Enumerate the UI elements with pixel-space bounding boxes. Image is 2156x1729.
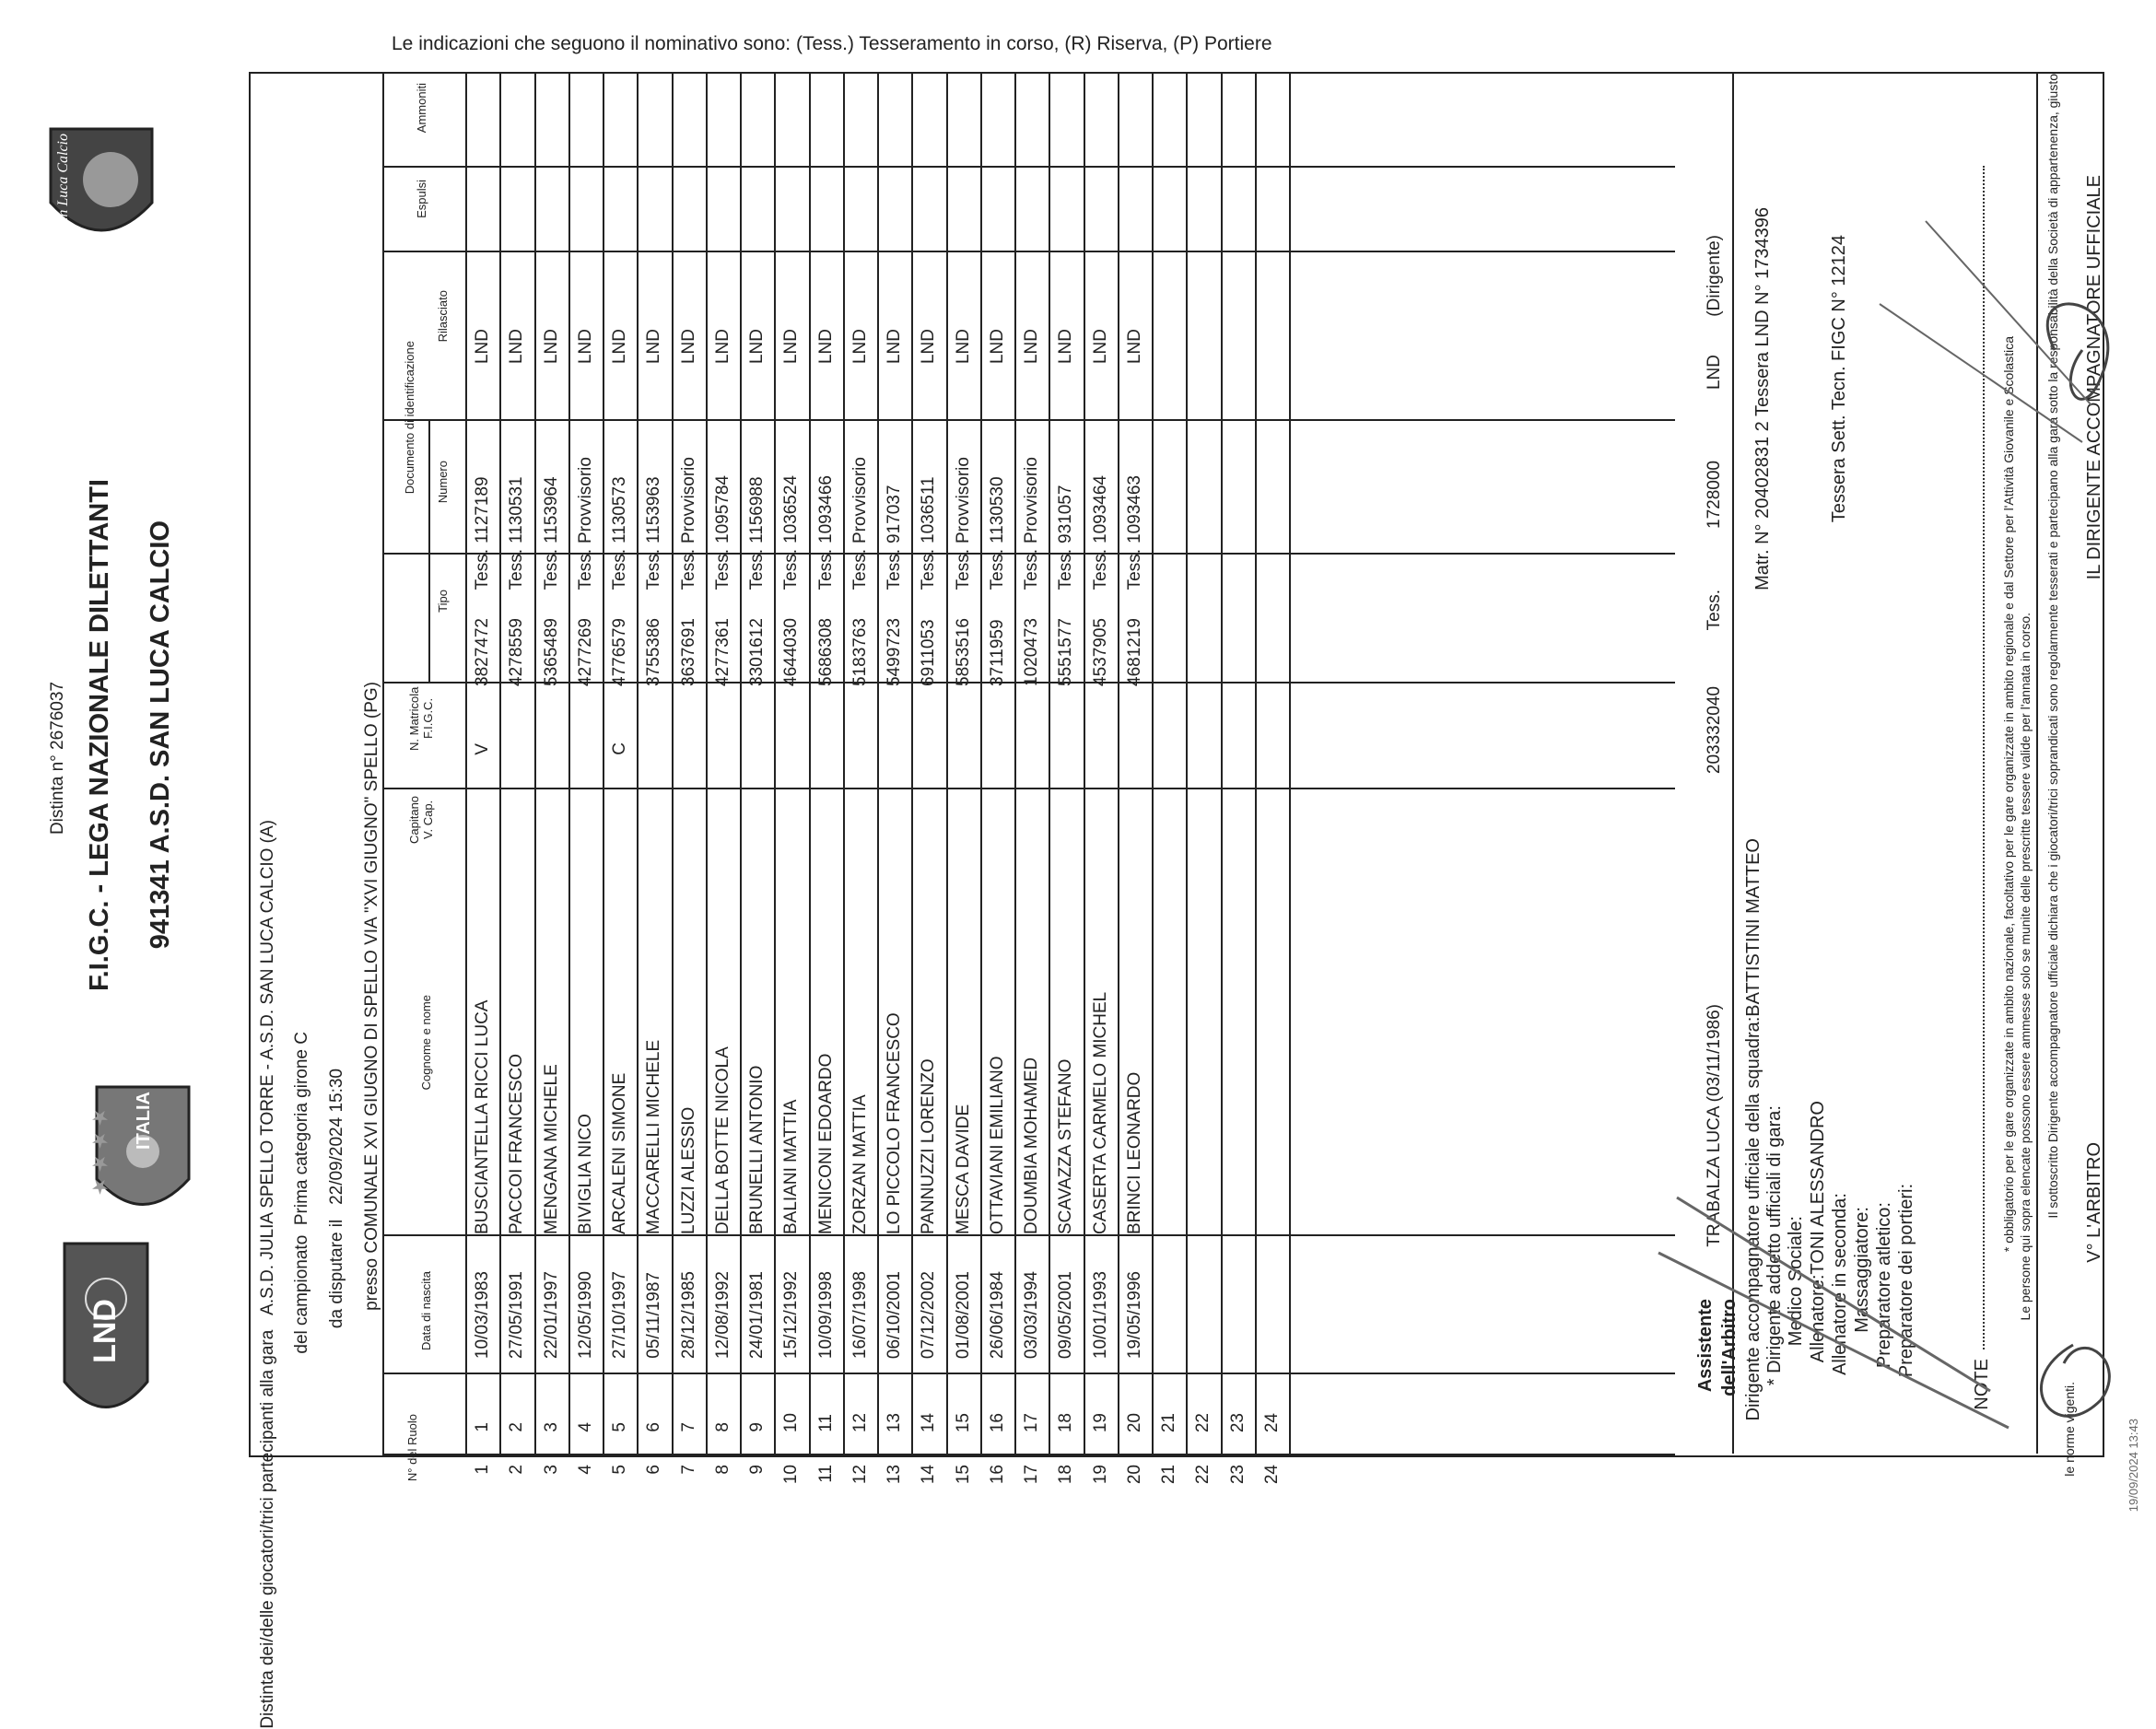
row-border <box>1186 72 1188 1454</box>
row-dob: 10/09/1998 <box>816 1270 836 1359</box>
col-header-nascita: Data di nascita <box>419 1271 433 1350</box>
row-captain: V <box>473 743 492 755</box>
row-number: 1 <box>473 1422 492 1432</box>
col-header-tipo: Tipo <box>436 590 450 613</box>
column-border <box>382 251 1675 252</box>
col-header-capitano: Capitano V. Cap. <box>407 795 435 845</box>
row-number: 24 <box>1262 1412 1282 1432</box>
row-dob: 12/05/1990 <box>576 1270 595 1359</box>
row-number: 11 <box>816 1414 836 1432</box>
staff-allenatore2: Allenatore in seconda: <box>1830 1193 1850 1375</box>
club-title: 941341 A.S.D. SAN LUCA CALCIO <box>146 520 175 950</box>
assistente-matricola: 203332040 <box>1705 686 1724 775</box>
row-number: 7 <box>679 1422 698 1432</box>
row-number: 17 <box>1022 1412 1041 1432</box>
row-rilasciato: LND <box>1091 328 1110 364</box>
row-dob: 07/12/2002 <box>919 1270 938 1359</box>
margin-number: 2 <box>507 1465 526 1475</box>
row-tipo: Tess. <box>679 548 698 590</box>
col-header-numero: Numero <box>436 461 450 504</box>
row-border <box>946 72 948 1454</box>
row-dob: 15/12/1992 <box>781 1270 801 1359</box>
row-dob: 24/01/1981 <box>747 1270 767 1359</box>
row-tipo: Tess. <box>1091 548 1110 590</box>
row-tipo: Tess. <box>473 548 492 590</box>
staff-allenatore: Allenatore:TONI ALESSANDRO <box>1808 1101 1828 1363</box>
assistente-role: (Dirigente) <box>1705 235 1724 317</box>
margin-number: 14 <box>919 1465 938 1485</box>
row-tipo: Tess. <box>1022 548 1041 590</box>
distinta-sheet: Le indicazioni che seguono il nominativo sono: (Tess.) Tesseramento in corso, (R) Riserva, (P) Portiere Distinta n° 2676037 F.I.G.C. - LEGA NAZIONALE DILETTANTI 941341 A.S.D. SAN LUCA CALCIO LND ITALIA ★★★★ San Luca Calcio Distinta dei/delle giocatori/trici partecipanti alla gara A.S.D. JULIA SPELLO TORRE - A.S.D. SAN LUCA CALCIO (A) del campionato Prima categoria girone C da disputare il 22/09/2024 15:30 presso COMUNALE XVI GIUGNO DI SPELLO VIA "XVI GIUGNO" SPELLO (PG) N° del Ruolo Data di nascita Cognome e nome Capitano V. Cap. N. Matricola F.I.G.C. Documento di identificazione Tipo Numero Rilasciato Espulsi Ammoniti 1 10/03/1983 BUSCIANTELLA RICCI LUCA V 3827472 Tess. 1127189 LND 2 27/05/1991 PACCOI FRANCESCO 4278559 Tess. 1130531 LND 3 22/01/1997 MENGANA MICHELE 5365489 Tess. 1153964 LND 4 12/05/1990 BIVIGLIA NICO 4277269 Tess. Provvisorio LND 5 27/10/1997 ARCALENI SIMONE C 4776579 Tess. 1130573 LND 6 05/11/1987 MACCARELLI MICHELE 3755386 Tess. 1153963 LND 7 28/12/1985 LUZZI ALESSIO 3637691 Tess. Provvisorio LND 8 12/08/1992 DELLA BOTTE NICOLA 4277361 Tess. 1095784 LND 9 24/01/1981 BRUNELLI ANTONIO 3301612 Tess. 1156988 LND 10 15/12/1992 BALIANI MATTIA 4644030 Tess. 1036524 LND 11 10/09/1998 MENICONI EDOARDO 5686308 Tess. 1093466 LND 12 16/07/1998 ZORZAN MATTIA 5183763 Tess. Provvisorio LND 13 06/10/2001 LO PICCOLO FRANCESCO 5499723 Tess. 917037 LND 14 07/12/2002 PANNUZZI LORENZO 6911053 Tess. 1036511 LND 15 01/08/2001 MESCA DAVIDE 5853516 Tess. Provvisorio LND 16 26/06/1984 OTTAVIANI EMILIANO 3711959 Tess. 1130530 LND 17 03/03/1994 DOUMBIA MOHAMED 1020473 Tess. Provvisorio LND 18 09/05/2001 SCAVAZZA STEFANO 5551577 Tess. 931057 LND 19 10/01/1993 CASERTA CARMELO MICHEL 4537905 Tess. 1093464 LND 20 19/05/1996 BRINCI LEONARDO 4681219 Tess. 1093463 LND 21 22 23 24 1 2 3 4 5 6 7 8 9 10 11 12 13 14 15 16 17 18 19 20 21 22 23 24 Assistente dell'Arbitro TRABALZA LUCA (03/11/1986) 203332040 Tess. 1728000 LND (Dirigente) Dirigente accompagnatore ufficiale della squadra:BATTISTINI MATTEO Matr. N° 20402831 2 Tessera LND N° 1734396 * Dirigente addetto ufficiali di gara: Medico Sociale: Allenatore:TONI ALESSANDRO Tessera Sett. Tecn. FIGC N° 12124 Allenatore in seconda: Massaggiatore: Preparatore atletico: Preparatore dei portieri: NOTE * obbligatorio per le gare organizzate in ambito nazionale, facoltativo per le gare organizzate in ambito regionale e dal Settore per l'Attività Giovanile e Scolastica Le persone qui sopra elencate possono essere ammesse solo se munite delle prescritte tessere valide per l'annata in corso. Il sottoscritto Dirigente accompagnatore ufficiale dichiara che i giocatori/trici soprandicati sono regolarmente tesserati e partecipano alla gara sotto la responsabilità della Società di appartenenza, giusto le norme vigenti. V° L'ARBITRO IL DIRIGENTE ACCOMPAGNATORE UFFICIALE 19/09/2024 13:43 <box>0 0 2156 1524</box>
staff-dirigente-matr: Matr. N° 20402831 2 Tessera LND N° 1734396 <box>1752 207 1773 590</box>
san-luca-logo-text: San Luca Calcio <box>55 134 71 232</box>
margin-number: 15 <box>954 1465 973 1485</box>
column-border <box>382 166 1675 168</box>
row-rilasciato: LND <box>781 328 801 364</box>
signature-arbitro-label: V° L'ARBITRO <box>2084 1142 2104 1263</box>
row-number: 2 <box>507 1422 526 1432</box>
row-tipo: Tess. <box>507 548 526 590</box>
row-border <box>568 72 570 1454</box>
row-border <box>499 72 501 1454</box>
column-border <box>382 788 1675 789</box>
row-rilasciato: LND <box>473 328 492 364</box>
row-number: 21 <box>1159 1412 1178 1432</box>
row-number: 8 <box>713 1422 732 1432</box>
assistente-rilasciato: LND <box>1705 355 1724 391</box>
row-number: 14 <box>919 1412 938 1432</box>
row-rilasciato: LND <box>1056 328 1075 364</box>
row-border <box>774 72 776 1454</box>
italia-logo-text: ITALIA <box>134 1092 154 1150</box>
row-number: 18 <box>1056 1412 1075 1432</box>
row-rilasciato: LND <box>919 328 938 364</box>
note-dichiarazione-1: Il sottoscritto Dirigente accompagnatore ufficiale dichiara che i giocatori/trici soprandicati sono regolarmente tesserati e partecipano alla gara sotto la responsabilità della Società di appartenenza, giusto <box>2045 74 2060 1219</box>
column-border <box>382 1454 1675 1455</box>
row-dob: 10/01/1993 <box>1091 1270 1110 1359</box>
col-header-ammoniti: Ammoniti <box>415 83 428 134</box>
documento-subheader-border <box>428 419 430 682</box>
col-header-nome: Cognome e nome <box>419 995 433 1091</box>
staff-preparatore-portieri: Preparatore dei portieri: <box>1896 1184 1916 1378</box>
row-border <box>1014 72 1016 1454</box>
row-tipo: Tess. <box>885 548 904 590</box>
col-header-rilasciato: Rilasciato <box>436 290 450 343</box>
row-dob: 05/11/1987 <box>644 1272 663 1359</box>
row-rilasciato: LND <box>576 328 595 364</box>
row-border <box>465 72 467 1454</box>
margin-number: 8 <box>713 1465 732 1475</box>
row-rilasciato: LND <box>507 328 526 364</box>
row-tipo: Tess. <box>1125 548 1144 590</box>
row-number: 5 <box>610 1422 629 1432</box>
row-dob: 22/01/1997 <box>542 1270 561 1359</box>
row-border <box>1221 72 1223 1454</box>
margin-number: 18 <box>1056 1465 1075 1485</box>
margin-number: 19 <box>1091 1465 1110 1485</box>
row-dob: 10/03/1983 <box>473 1270 492 1359</box>
row-number: 13 <box>885 1412 904 1432</box>
assistente-numero: 1728000 <box>1705 461 1724 529</box>
row-dob: 12/08/1992 <box>713 1270 732 1359</box>
margin-number: 7 <box>679 1465 698 1475</box>
match-line-1: Distinta dei/delle giocatori/trici partecipanti alla gara A.S.D. JULIA SPELLO TORRE - A.S.D. SAN LUCA CALCIO (A) <box>258 820 277 1729</box>
row-rilasciato: LND <box>713 328 732 364</box>
row-border <box>534 72 536 1454</box>
margin-number: 16 <box>988 1465 1007 1485</box>
col-header-documento: Documento di identificazione <box>403 341 416 495</box>
stars-icon: ★★★★ <box>88 1105 111 1197</box>
row-rilasciato: LND <box>850 328 870 364</box>
row-tipo: Tess. <box>850 548 870 590</box>
column-border <box>382 1234 1675 1236</box>
row-number: 9 <box>747 1422 767 1432</box>
column-border <box>382 1373 1675 1374</box>
margin-number: 10 <box>781 1465 801 1485</box>
italia-logo <box>88 1078 198 1234</box>
staff-addetto: * Dirigente addetto ufficiali di gara: <box>1764 1105 1785 1386</box>
margin-number: 12 <box>850 1465 870 1485</box>
row-rilasciato: LND <box>885 328 904 364</box>
margin-number: 23 <box>1228 1465 1248 1485</box>
margin-number: 4 <box>576 1465 595 1475</box>
row-border <box>672 72 674 1454</box>
row-dob: 28/12/1985 <box>679 1270 698 1359</box>
org-title: F.I.G.C. - LEGA NAZIONALE DILETTANTI <box>85 479 114 991</box>
row-rilasciato: LND <box>816 328 836 364</box>
row-dob: 06/10/2001 <box>885 1270 904 1359</box>
print-timestamp: 19/09/2024 13:43 <box>2127 1419 2140 1513</box>
row-rilasciato: LND <box>747 328 767 364</box>
lnd-logo-text: LND <box>88 1299 123 1363</box>
row-border <box>809 72 811 1454</box>
col-header-espulsi: Espulsi <box>415 180 428 218</box>
row-number: 23 <box>1228 1412 1248 1432</box>
row-tipo: Tess. <box>1056 548 1075 590</box>
note-persone: Le persone qui sopra elencate possono essere ammesse solo se munite delle prescritte tessere valide per l'annata in corso. <box>2018 613 2033 1321</box>
row-border <box>980 72 982 1454</box>
match-line-2: del campionato Prima categoria girone C <box>292 1032 311 1354</box>
row-tipo: Tess. <box>610 548 629 590</box>
row-number: 6 <box>644 1422 663 1432</box>
row-tipo: Tess. <box>919 548 938 590</box>
col-header-ruolo: N° del Ruolo <box>405 1414 419 1482</box>
row-rilasciato: LND <box>1022 328 1041 364</box>
margin-number: 6 <box>644 1465 663 1475</box>
row-number: 3 <box>542 1422 561 1432</box>
signature-dirigente-label: IL DIRIGENTE ACCOMPAGNATORE UFFICIALE <box>2084 175 2104 580</box>
assistente-tipo: Tess. <box>1705 590 1724 631</box>
row-dob: 19/05/1996 <box>1125 1270 1144 1359</box>
margin-number: 1 <box>473 1465 492 1475</box>
staff-allenatore-tessera: Tessera Sett. Tecn. FIGC N° 12124 <box>1829 235 1849 523</box>
row-number: 20 <box>1125 1412 1144 1432</box>
staff-dirigente: Dirigente accompagnatore ufficiale della squadra:BATTISTINI MATTEO <box>1743 838 1763 1421</box>
margin-number: 5 <box>610 1465 629 1475</box>
staff-massaggiatore: Massaggiatore: <box>1852 1207 1872 1333</box>
row-tipo: Tess. <box>781 548 801 590</box>
row-dob: 01/08/2001 <box>954 1270 973 1359</box>
margin-number: 20 <box>1125 1465 1144 1485</box>
row-dob: 16/07/1998 <box>850 1270 870 1359</box>
lnd-logo <box>55 1234 157 1437</box>
margin-number: 24 <box>1262 1465 1282 1485</box>
staff-medico: Medico Sociale: <box>1786 1216 1806 1347</box>
row-tipo: Tess. <box>542 548 561 590</box>
row-border <box>637 72 639 1454</box>
row-tipo: Tess. <box>713 548 732 590</box>
row-tipo: Tess. <box>644 548 663 590</box>
match-line-4: presso COMUNALE XVI GIUGNO DI SPELLO VIA "XVI GIUGNO" SPELLO (PG) <box>362 682 381 1311</box>
row-dob: 27/05/1991 <box>507 1270 526 1359</box>
row-number: 22 <box>1193 1412 1213 1432</box>
row-rilasciato: LND <box>954 328 973 364</box>
margin-number: 9 <box>747 1465 767 1475</box>
row-dob: 09/05/2001 <box>1056 1270 1075 1359</box>
row-tipo: Tess. <box>954 548 973 590</box>
row-border <box>1289 72 1291 1454</box>
row-border <box>1049 72 1050 1454</box>
row-dob: 26/06/1984 <box>988 1270 1007 1359</box>
san-luca-logo <box>41 120 161 258</box>
margin-number: 21 <box>1159 1465 1178 1485</box>
row-border <box>740 72 742 1454</box>
row-border <box>706 72 708 1454</box>
row-rilasciato: LND <box>1125 328 1144 364</box>
staff-preparatore: Preparatore atletico: <box>1874 1202 1894 1369</box>
row-rilasciato: LND <box>988 328 1007 364</box>
row-rilasciato: LND <box>610 328 629 364</box>
margin-number: 3 <box>542 1465 561 1475</box>
row-border <box>382 72 384 1454</box>
margin-number: 13 <box>885 1465 904 1485</box>
row-border <box>1255 72 1257 1454</box>
row-number: 16 <box>988 1412 1007 1432</box>
row-border <box>877 72 879 1454</box>
row-border <box>1118 72 1119 1454</box>
match-line-3: da disputare il 22/09/2024 15:30 <box>327 1069 346 1329</box>
row-captain: C <box>610 742 629 755</box>
assistente-label-1: Assistente <box>1695 1299 1716 1393</box>
row-number: 4 <box>576 1422 595 1432</box>
distinta-number: Distinta n° 2676037 <box>48 682 67 835</box>
row-tipo: Tess. <box>988 548 1007 590</box>
row-tipo: Tess. <box>576 548 595 590</box>
row-number: 19 <box>1091 1412 1110 1432</box>
assistente-name: TRABALZA LUCA (03/11/1986) <box>1705 1004 1724 1247</box>
row-rilasciato: LND <box>679 328 698 364</box>
row-border <box>1084 72 1085 1454</box>
margin-number: 17 <box>1022 1465 1041 1485</box>
assistente-label-2: dell'Arbitro <box>1719 1299 1740 1396</box>
col-header-matricola: N. Matricola F.I.G.C. <box>407 686 435 751</box>
row-tipo: Tess. <box>747 548 767 590</box>
row-number: 10 <box>781 1412 801 1432</box>
note-label: NOTE <box>1972 1359 1992 1410</box>
row-number: 12 <box>850 1412 870 1432</box>
row-tipo: Tess. <box>816 548 836 590</box>
row-border <box>911 72 913 1454</box>
row-number: 15 <box>954 1412 973 1432</box>
row-border <box>1152 72 1154 1454</box>
column-border <box>382 419 1675 421</box>
row-rilasciato: LND <box>644 328 663 364</box>
row-border <box>843 72 845 1454</box>
handwritten-signature-drawing <box>1622 166 2138 1474</box>
margin-number: 22 <box>1193 1465 1213 1485</box>
row-dob: 03/03/1994 <box>1022 1270 1041 1359</box>
column-border <box>382 72 1675 74</box>
note-dichiarazione-2: le norme vigenti. <box>2062 1382 2077 1477</box>
legend-text: Le indicazioni che seguono il nominativo sono: (Tess.) Tesseramento in corso, (R) Riserva, (P) Portiere <box>392 33 1272 54</box>
row-border <box>603 72 604 1454</box>
row-dob: 27/10/1997 <box>610 1270 629 1359</box>
margin-number: 11 <box>816 1465 836 1483</box>
note-obbligatorio: * obbligatorio per le gare organizzate in ambito nazionale, facoltativo per le gare organizzate in ambito regionale e dal Settore per l'Attività Giovanile e Scolastica <box>2001 336 2016 1253</box>
row-rilasciato: LND <box>542 328 561 364</box>
